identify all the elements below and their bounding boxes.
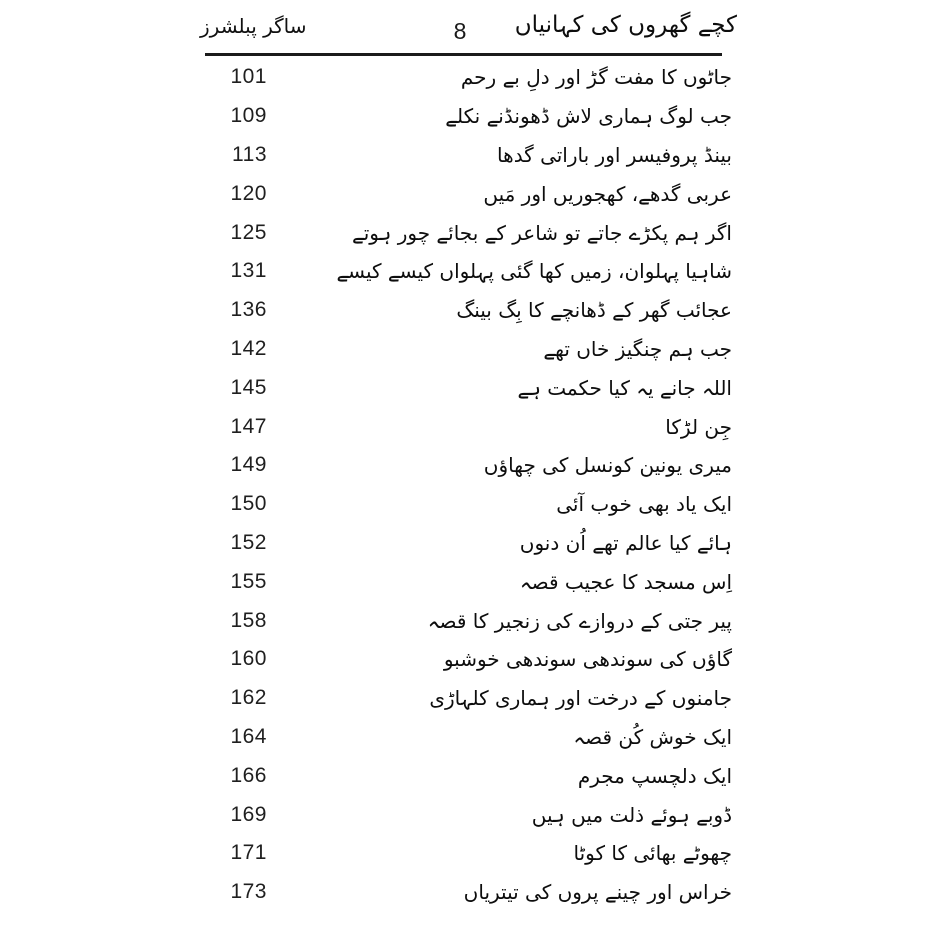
toc-entry-title: جامنوں کے درخت اور ہماری کلہاڑی [429, 686, 732, 711]
book-title: کچے گھروں کی کہانیاں [514, 12, 737, 38]
toc-row [205, 873, 732, 912]
toc-page-ref: 160 [230, 647, 267, 671]
toc-entry-title: ایک یاد بھی خوب آئی [556, 492, 732, 517]
toc-page-ref: 149 [230, 453, 267, 477]
toc-entry-title: ایک خوش کُن قصہ [573, 724, 732, 749]
toc-row [205, 834, 732, 873]
publisher-name: ساگر پبلشرز [200, 14, 307, 38]
toc-entry-title: بینڈ پروفیسر اور باراتی گدھا [497, 142, 732, 167]
toc-entry-title: ڈوبے ہوئے ذلت میں ہیں [531, 802, 732, 827]
toc-list [205, 58, 732, 912]
toc-row [205, 795, 732, 834]
toc-page-ref: 166 [230, 763, 267, 787]
toc-page-ref: 155 [230, 569, 267, 593]
toc-page-ref: 147 [230, 414, 267, 438]
toc-page-ref: 145 [230, 375, 267, 399]
toc-page-ref: 150 [230, 492, 267, 516]
toc-page-ref: 136 [230, 298, 267, 322]
toc-entry-title: عربی گدھے، کھجوریں اور مَیں [483, 181, 732, 206]
toc-row [205, 368, 732, 407]
header-divider [205, 53, 722, 56]
toc-entry-title: جب لوگ ہماری لاش ڈھونڈنے نکلے [445, 104, 732, 129]
toc-entry-title: شاہیا پہلوان، زمیں کھا گئی پہلواں کیسے کیسے [336, 259, 732, 284]
toc-entry-title: خراس اور چینے پروں کی تیتریاں [463, 880, 732, 905]
toc-row [205, 97, 732, 136]
toc-page-ref: 142 [230, 336, 267, 360]
toc-page-ref: 109 [230, 104, 267, 128]
toc-entry-title: جِن لڑکا [665, 414, 732, 439]
toc-row [205, 524, 732, 563]
toc-page-ref: 125 [230, 220, 267, 244]
toc-row [205, 174, 732, 213]
toc-row [205, 562, 732, 601]
toc-page-ref: 162 [230, 686, 267, 710]
toc-row [205, 136, 732, 175]
toc-row [205, 601, 732, 640]
toc-row [205, 679, 732, 718]
toc-entry-title: اِس مسجد کا عجیب قصہ [519, 569, 732, 594]
toc-page-ref: 131 [230, 259, 267, 283]
toc-entry-title: اللہ جانے یہ کیا حکمت ہے [517, 375, 732, 400]
toc-row [205, 291, 732, 330]
toc-page-ref: 152 [230, 530, 267, 554]
toc-entry-title: ایک دلچسپ مجرم [577, 763, 732, 788]
toc-entry-title: میری یونین کونسل کی چھاؤں [483, 453, 732, 478]
toc-entry-title: پیر جتی کے دروازے کی زنجیر کا قصہ [427, 608, 732, 633]
toc-entry-title: جب ہم چنگیز خاں تھے [543, 336, 732, 361]
toc-entry-title: عجائب گھر کے ڈھانچے کا بِگ بینگ [456, 298, 732, 323]
toc-row [205, 330, 732, 369]
page-number: 8 [453, 18, 467, 44]
toc-row [205, 446, 732, 485]
toc-entry-title: جاٹوں کا مفت گڑ اور دلِ بے رحم [460, 65, 732, 90]
toc-entry-title: گاؤں کی سوندھی سوندھی خوشبو [443, 647, 732, 672]
toc-page-ref: 120 [230, 181, 267, 205]
toc-page-ref: 113 [232, 142, 267, 166]
toc-page-ref: 173 [230, 880, 267, 904]
toc-page-ref: 171 [230, 841, 267, 865]
toc-entry-title: چھوٹے بھائی کا کوٹا [573, 841, 732, 866]
toc-entry-title: ہائے کیا عالم تھے اُن دنوں [519, 530, 732, 555]
toc-page-ref: 164 [230, 724, 267, 748]
toc-page-ref: 158 [230, 608, 267, 632]
toc-row [205, 407, 732, 446]
toc-row [205, 756, 732, 795]
toc-entry-title: اگر ہم پکڑے جاتے تو شاعر کے بجائے چور ہوتے [352, 220, 732, 245]
toc-row [205, 213, 732, 252]
toc-row [205, 640, 732, 679]
toc-page-ref: 169 [230, 802, 267, 826]
toc-row [205, 252, 732, 291]
toc-page-ref: 101 [230, 65, 267, 89]
toc-row [205, 58, 732, 97]
toc-row [205, 718, 732, 757]
toc-row [205, 485, 732, 524]
